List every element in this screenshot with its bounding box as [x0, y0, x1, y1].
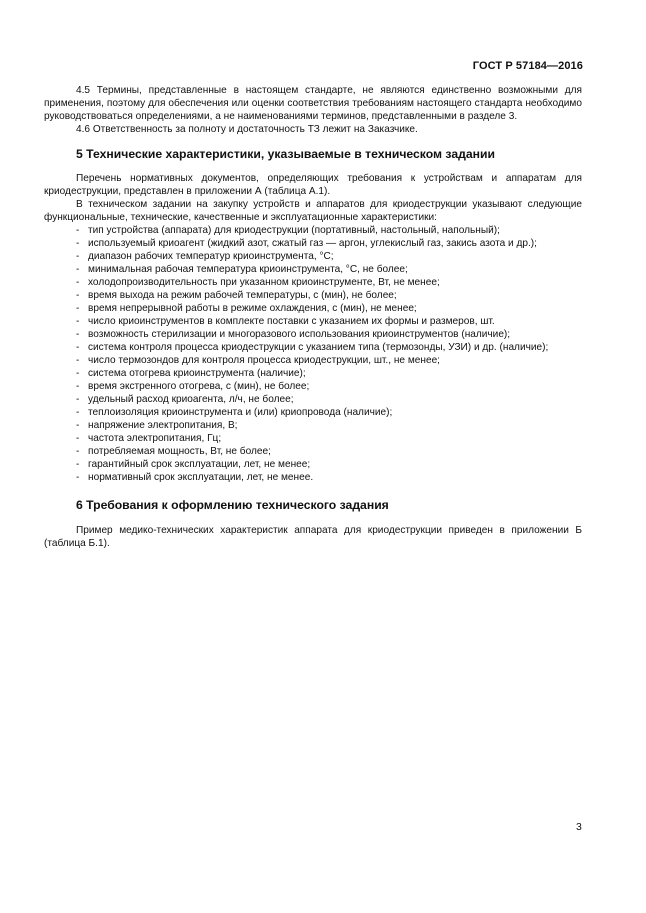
list-item: [44, 406, 582, 419]
list-item-text: напряжение электропитания, В;: [88, 420, 238, 431]
document-body: [44, 84, 582, 550]
list-item-text: система отогрева криоинструмента (наличие);: [88, 368, 306, 379]
list-item: [44, 237, 582, 250]
dash-bullet: -: [76, 394, 80, 405]
list-item-text: система контроля процесса криодеструкции с указанием типа (термозонды, УЗИ) и др. (наличие);: [88, 342, 549, 353]
list-item: [44, 432, 582, 445]
list-item-text: время выхода на режим рабочей температуры, с (мин), не более;: [88, 290, 397, 301]
dash-bullet: -: [76, 329, 80, 340]
dash-bullet: -: [76, 264, 80, 275]
list-item: [44, 289, 582, 302]
list-item: [44, 471, 582, 484]
page-number: 3: [576, 821, 582, 833]
list-item-text: гарантийный срок эксплуатации, лет, не менее;: [88, 459, 311, 470]
paragraph-4-6: 4.6 Ответственность за полноту и достаточность ТЗ лежит на Заказчике.: [76, 124, 418, 135]
list-item-text: время непрерывной работы в режиме охлаждения, с (мин), не менее;: [88, 303, 417, 314]
dash-bullet: -: [76, 290, 80, 301]
list-item: [44, 354, 582, 367]
list-item: [44, 393, 582, 406]
list-item: [44, 445, 582, 458]
dash-bullet: -: [76, 238, 80, 249]
list-item: [44, 341, 582, 354]
dash-bullet: -: [76, 303, 80, 314]
list-item-text: теплоизоляция криоинструмента и (или) криопровода (наличие);: [88, 407, 393, 418]
list-item-text: нормативный срок эксплуатации, лет, не менее.: [88, 472, 314, 483]
dash-bullet: -: [76, 433, 80, 444]
list-item-text: время экстренного отогрева, с (мин), не более;: [88, 381, 310, 392]
section-6-paragraph-1: Пример медико-технических характеристик аппарата для криодеструкции приведен в приложении Б (таблица Б.1).: [44, 525, 582, 549]
section-5-paragraph-1: Перечень нормативных документов, определяющих требования к устройствам и аппаратам для криодеструкции, представлен в приложении А (таблица А.1).: [44, 173, 582, 197]
list-item: [44, 380, 582, 393]
list-item-text: холодопроизводительность при указанном криоинструменте, Вт, не менее;: [88, 277, 440, 288]
dash-bullet: -: [76, 225, 80, 236]
characteristics-list: [44, 224, 582, 484]
list-item: [44, 250, 582, 263]
dash-bullet: -: [76, 342, 80, 353]
list-item: [44, 315, 582, 328]
list-item: [44, 367, 582, 380]
list-item: [44, 328, 582, 341]
dash-bullet: -: [76, 407, 80, 418]
list-item-text: частота электропитания, Гц;: [88, 433, 222, 444]
dash-bullet: -: [76, 446, 80, 457]
list-item: [44, 276, 582, 289]
list-item-text: минимальная рабочая температура криоинструмента, °С, не более;: [88, 264, 408, 275]
paragraph-4-5: 4.5 Термины, представленные в настоящем стандарте, не являются единственно возможными для применения, поэтому для обеспечения или оценки соответствия требованиям настоящего стандарта необходимо руководствоваться определениями, а не наименованиями терминов, представленными в разделе 3.: [44, 85, 582, 122]
dash-bullet: -: [76, 355, 80, 366]
list-item-text: диапазон рабочих температур криоинструмента, °С;: [88, 251, 334, 262]
list-item: [44, 458, 582, 471]
list-item-text: используемый криоагент (жидкий азот, сжатый газ — аргон, углекислый газ, закись азота и др.);: [88, 238, 537, 249]
dash-bullet: -: [76, 368, 80, 379]
dash-bullet: -: [76, 472, 80, 483]
dash-bullet: -: [76, 277, 80, 288]
list-item: [44, 263, 582, 276]
section-5-heading: 5 Технические характеристики, указываемые в техническом задании: [76, 147, 495, 161]
dash-bullet: -: [76, 316, 80, 327]
list-item: [44, 419, 582, 432]
document-standard-number: ГОСТ Р 57184—2016: [472, 60, 583, 72]
dash-bullet: -: [76, 381, 80, 392]
list-item-text: потребляемая мощность, Вт, не более;: [88, 446, 271, 457]
list-item-text: число термозондов для контроля процесса криодеструкции, шт., не менее;: [88, 355, 440, 366]
section-5-paragraph-2: В техническом задании на закупку устройств и аппаратов для криодеструкции указывают следующие функциональные, технические, качественные и эксплуатационные характеристики:: [44, 199, 582, 223]
list-item: [44, 302, 582, 315]
section-6-heading: 6 Требования к оформлению технического задания: [76, 498, 389, 512]
list-item-text: удельный расход криоагента, л/ч, не более;: [88, 394, 294, 405]
list-item-text: тип устройства (аппарата) для криодеструкции (портативный, настольный, напольный);: [88, 225, 500, 236]
dash-bullet: -: [76, 251, 80, 262]
dash-bullet: -: [76, 459, 80, 470]
list-item-text: число криоинструментов в комплекте поставки с указанием их формы и размеров, шт.: [88, 316, 495, 327]
dash-bullet: -: [76, 420, 80, 431]
list-item-text: возможность стерилизации и многоразового использования криоинструментов (наличие);: [88, 329, 511, 340]
list-item: [44, 224, 582, 237]
